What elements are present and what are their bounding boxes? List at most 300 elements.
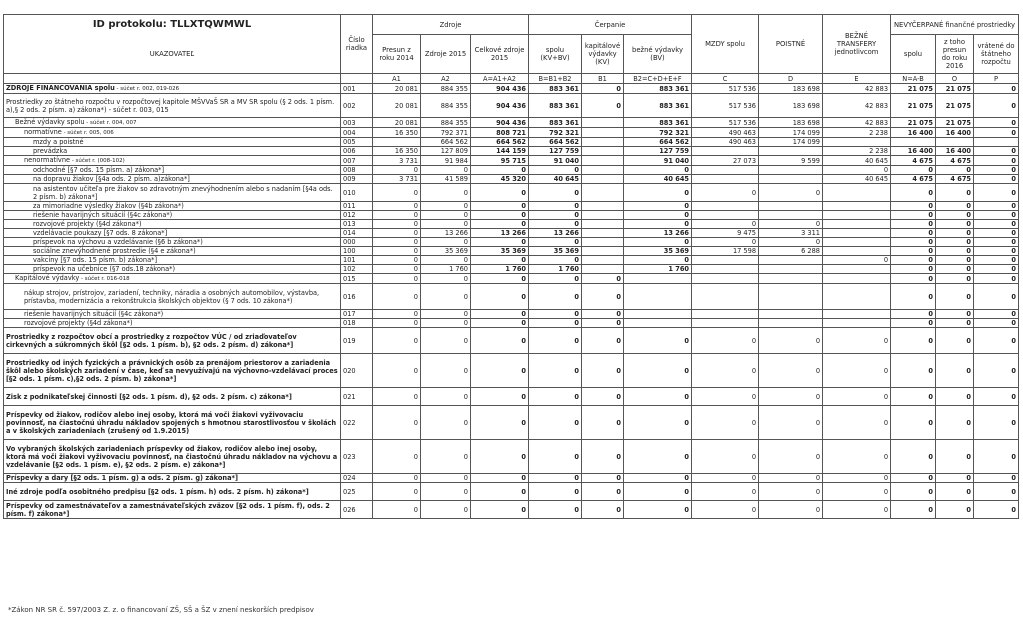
value-cell xyxy=(823,184,891,202)
value-cell: 883 361 xyxy=(624,84,692,94)
value-cell: 0 xyxy=(373,238,421,247)
value-cell xyxy=(692,147,759,156)
value-cell: 0 xyxy=(823,328,891,354)
value-cell: 0 xyxy=(936,440,974,474)
table-row xyxy=(4,474,1019,483)
row-label-cell xyxy=(4,138,341,147)
value-cell: 0 xyxy=(759,483,823,501)
value-cell: 517 536 xyxy=(692,94,759,118)
value-cell: 0 xyxy=(974,388,1019,406)
value-cell xyxy=(582,118,624,128)
row-label: normatívne xyxy=(24,128,62,136)
row-number: 012 xyxy=(341,211,373,220)
value-cell: 0 xyxy=(582,319,624,328)
value-cell: 0 xyxy=(624,440,692,474)
value-cell: 0 xyxy=(373,319,421,328)
spending-header: Čerpanie xyxy=(529,15,692,35)
value-cell: 0 xyxy=(936,474,974,483)
row-label: rozvojové projekty (§4d zákona*) xyxy=(33,220,142,228)
value-cell: 6 288 xyxy=(759,247,823,256)
row-number: 007 xyxy=(341,156,373,166)
current-expenses-header: bežné výdavky (BV) xyxy=(624,35,692,74)
row-number: 026 xyxy=(341,501,373,519)
row-number: 000 xyxy=(341,238,373,247)
value-cell: 0 xyxy=(373,247,421,256)
value-cell: 0 xyxy=(471,319,529,328)
row-label-cell xyxy=(4,94,341,118)
value-cell: 0 xyxy=(421,501,471,519)
value-cell: 0 xyxy=(891,202,936,211)
value-cell: 0 xyxy=(936,483,974,501)
value-cell: 91 040 xyxy=(529,156,582,166)
value-cell: 0 xyxy=(891,483,936,501)
value-cell xyxy=(692,166,759,175)
value-cell: 0 xyxy=(471,202,529,211)
value-cell: 0 xyxy=(529,388,582,406)
value-cell xyxy=(759,265,823,274)
value-cell: 0 xyxy=(373,474,421,483)
value-cell: 664 562 xyxy=(624,138,692,147)
value-cell: 904 436 xyxy=(471,84,529,94)
value-cell: 0 xyxy=(974,247,1019,256)
value-cell: 0 xyxy=(421,328,471,354)
value-cell: 0 xyxy=(529,284,582,310)
value-cell: 91 984 xyxy=(421,156,471,166)
row-label-cell xyxy=(4,238,341,247)
value-cell: 0 xyxy=(891,440,936,474)
value-cell: 0 xyxy=(974,354,1019,388)
table-row xyxy=(4,175,1019,184)
value-cell: 0 xyxy=(421,184,471,202)
value-cell: 0 xyxy=(974,328,1019,354)
value-cell: 0 xyxy=(891,184,936,202)
value-cell: 40 645 xyxy=(823,156,891,166)
value-cell xyxy=(759,175,823,184)
row-label-cell xyxy=(4,211,341,220)
table-row xyxy=(4,84,1019,94)
column-code: E xyxy=(823,74,891,84)
value-cell: 0 xyxy=(471,440,529,474)
value-cell: 0 xyxy=(421,256,471,265)
row-label: rozvojové projekty (§4d zákona*) xyxy=(24,319,133,327)
value-cell: 0 xyxy=(936,501,974,519)
row-number: 019 xyxy=(341,328,373,354)
row-label-cell xyxy=(4,147,341,156)
row-label-cell xyxy=(4,265,341,274)
value-cell: 0 xyxy=(421,284,471,310)
value-cell: 664 562 xyxy=(529,138,582,147)
value-cell: 0 xyxy=(624,220,692,229)
value-cell: 0 xyxy=(471,388,529,406)
value-cell: 0 xyxy=(891,265,936,274)
value-cell: 0 xyxy=(582,284,624,310)
row-sum-note: - súčet r. (008-102) xyxy=(70,158,125,164)
value-cell: 0 xyxy=(529,220,582,229)
value-cell: 0 xyxy=(529,211,582,220)
value-cell: 0 xyxy=(974,406,1019,440)
value-cell: 0 xyxy=(759,184,823,202)
value-cell xyxy=(624,319,692,328)
table-row xyxy=(4,156,1019,166)
row-label: za mimoriadne výsledky žiakov (§4b zákona*) xyxy=(33,202,184,210)
value-cell xyxy=(823,284,891,310)
value-cell xyxy=(759,310,823,319)
value-cell xyxy=(692,274,759,284)
row-label: riešenie havarijných situácií (§4c zákona*) xyxy=(33,211,173,219)
value-cell: 40 645 xyxy=(529,175,582,184)
value-cell: 21 075 xyxy=(891,118,936,128)
value-cell: 0 xyxy=(692,354,759,388)
value-cell: 0 xyxy=(471,211,529,220)
value-cell: 0 xyxy=(974,211,1019,220)
total-sources-header: Celkové zdroje 2015 xyxy=(471,35,529,74)
value-cell: 0 xyxy=(936,166,974,175)
value-cell: 42 883 xyxy=(823,84,891,94)
value-cell: 9 599 xyxy=(759,156,823,166)
value-cell: 174 099 xyxy=(759,128,823,138)
value-cell: 0 xyxy=(891,310,936,319)
value-cell: 0 xyxy=(582,474,624,483)
value-cell: 0 xyxy=(936,220,974,229)
value-cell xyxy=(582,238,624,247)
value-cell: 0 xyxy=(624,328,692,354)
transfers-header: BEŽNÉ TRANSFERY jednotlivcom xyxy=(823,15,891,74)
indicator-header: UKAZOVATEĽ xyxy=(4,35,341,74)
table-body xyxy=(4,84,1019,519)
table-row xyxy=(4,354,1019,388)
value-cell: 0 xyxy=(891,319,936,328)
value-cell: 0 xyxy=(373,220,421,229)
value-cell: 2 238 xyxy=(823,128,891,138)
value-cell: 0 xyxy=(582,440,624,474)
value-cell: 174 099 xyxy=(759,138,823,147)
value-cell: 0 xyxy=(373,328,421,354)
row-label: Prostriedky zo štátneho rozpočtu v rozpočtovej kapitole MŠVVaŠ SR a MV SR spolu (§ 2 ods. 1 písm. a),§ 2 ods. 2 písm. a) zákona*) - súčet r. 003, 015 xyxy=(6,97,335,114)
value-cell xyxy=(759,166,823,175)
value-cell: 0 xyxy=(582,483,624,501)
table-row xyxy=(4,501,1019,519)
value-cell: 183 698 xyxy=(759,118,823,128)
value-cell: 127 759 xyxy=(624,147,692,156)
column-codes-row xyxy=(4,74,1019,84)
value-cell: 0 xyxy=(891,229,936,238)
row-label: Prostriedky od iných fyzických a právnických osôb za prenájom priestorov a zariadenia škôl alebo školských zariadení v čase, keď sa nevyužívajú na výchovno-vzdelávací proces [§2 ods. 1 písm. c),§2 ods. 2 písm. b) zákona*] xyxy=(6,358,338,383)
row-label-cell xyxy=(4,328,341,354)
table-row xyxy=(4,238,1019,247)
table-row xyxy=(4,265,1019,274)
table-row xyxy=(4,118,1019,128)
value-cell: 0 xyxy=(624,474,692,483)
row-label-cell xyxy=(4,474,341,483)
value-cell: 0 xyxy=(692,184,759,202)
value-cell: 0 xyxy=(471,184,529,202)
value-cell: 0 xyxy=(582,84,624,94)
value-cell: 0 xyxy=(582,328,624,354)
row-label-cell xyxy=(4,354,341,388)
value-cell: 1 760 xyxy=(529,265,582,274)
value-cell xyxy=(759,202,823,211)
value-cell xyxy=(823,274,891,284)
value-cell: 0 xyxy=(692,388,759,406)
value-cell: 3 731 xyxy=(373,156,421,166)
row-label-cell xyxy=(4,440,341,474)
value-cell: 0 xyxy=(974,175,1019,184)
value-cell xyxy=(823,310,891,319)
value-cell: 20 081 xyxy=(373,118,421,128)
column-code: A=A1+A2 xyxy=(471,74,529,84)
row-number: 025 xyxy=(341,483,373,501)
row-label: Príspevky od žiakov, rodičov alebo inej osoby, ktorá má voči žiakovi vyživovaciu povinnosť, na čiastočnú úhradu nákladov spojených s hmotnou starostlivosťou v školách a v školských zariadeniach (zrušený od 1.9.2015) xyxy=(6,410,337,435)
value-cell xyxy=(759,256,823,265)
row-label-cell xyxy=(4,202,341,211)
value-cell: 45 320 xyxy=(471,175,529,184)
value-cell: 0 xyxy=(823,474,891,483)
table-header xyxy=(4,15,1019,84)
table-row xyxy=(4,440,1019,474)
row-sum-note: - súčet r. 004, 007 xyxy=(84,120,137,126)
value-cell: 0 xyxy=(471,166,529,175)
value-cell: 0 xyxy=(974,501,1019,519)
value-cell: 0 xyxy=(974,284,1019,310)
value-cell: 0 xyxy=(373,501,421,519)
row-number: 014 xyxy=(341,229,373,238)
column-code: P xyxy=(974,74,1019,84)
value-cell: 0 xyxy=(471,284,529,310)
row-label: riešenie havarijných situácií (§4c zákona*) xyxy=(24,310,164,318)
value-cell: 9 475 xyxy=(692,229,759,238)
row-label-cell xyxy=(4,483,341,501)
value-cell: 42 883 xyxy=(823,118,891,128)
value-cell: 1 760 xyxy=(471,265,529,274)
value-cell: 2 238 xyxy=(823,147,891,156)
value-cell: 1 760 xyxy=(421,265,471,274)
value-cell: 4 675 xyxy=(936,156,974,166)
value-cell: 0 xyxy=(823,501,891,519)
row-label: ZDROJE FINANCOVANIA spolu xyxy=(6,84,115,92)
value-cell: 0 xyxy=(582,388,624,406)
value-cell: 0 xyxy=(974,256,1019,265)
row-label-cell xyxy=(4,247,341,256)
table-row xyxy=(4,211,1019,220)
row-number: 101 xyxy=(341,256,373,265)
value-cell: 0 xyxy=(373,354,421,388)
value-cell: 0 xyxy=(421,274,471,284)
value-cell xyxy=(823,319,891,328)
value-cell: 16 400 xyxy=(936,128,974,138)
row-label-cell xyxy=(4,220,341,229)
table-row xyxy=(4,229,1019,238)
row-number: 010 xyxy=(341,184,373,202)
value-cell: 0 xyxy=(624,388,692,406)
wages-header: MZDY spolu xyxy=(692,15,759,74)
value-cell xyxy=(692,256,759,265)
value-cell xyxy=(823,229,891,238)
row-number: 100 xyxy=(341,247,373,256)
value-cell: 0 xyxy=(373,202,421,211)
row-number: 024 xyxy=(341,474,373,483)
value-cell: 91 040 xyxy=(624,156,692,166)
row-sum-note: - súčet r. 016-018 xyxy=(79,276,130,282)
value-cell: 808 721 xyxy=(471,128,529,138)
value-cell xyxy=(692,284,759,310)
value-cell: 0 xyxy=(529,274,582,284)
value-cell: 0 xyxy=(759,354,823,388)
row-number: 022 xyxy=(341,406,373,440)
value-cell xyxy=(582,175,624,184)
value-cell xyxy=(624,274,692,284)
row-label-cell xyxy=(4,184,341,202)
value-cell: 517 536 xyxy=(692,118,759,128)
value-cell: 0 xyxy=(974,220,1019,229)
value-cell: 0 xyxy=(373,284,421,310)
value-cell: 0 xyxy=(529,184,582,202)
value-cell: 0 xyxy=(582,501,624,519)
value-cell: 0 xyxy=(974,166,1019,175)
value-cell: 40 645 xyxy=(624,175,692,184)
value-cell xyxy=(582,128,624,138)
value-cell: 0 xyxy=(936,319,974,328)
value-cell xyxy=(582,211,624,220)
value-cell xyxy=(582,229,624,238)
value-cell: 883 361 xyxy=(624,94,692,118)
row-number: 013 xyxy=(341,220,373,229)
value-cell: 0 xyxy=(529,354,582,388)
value-cell: 0 xyxy=(529,319,582,328)
value-cell: 904 436 xyxy=(471,118,529,128)
table-row xyxy=(4,319,1019,328)
value-cell: 0 xyxy=(624,166,692,175)
value-cell xyxy=(624,310,692,319)
value-cell: 0 xyxy=(624,238,692,247)
value-cell: 0 xyxy=(471,220,529,229)
value-cell: 664 562 xyxy=(471,138,529,147)
row-number: 003 xyxy=(341,118,373,128)
value-cell: 21 075 xyxy=(891,84,936,94)
value-cell: 35 369 xyxy=(529,247,582,256)
row-number: 011 xyxy=(341,202,373,211)
value-cell: 16 400 xyxy=(891,128,936,138)
value-cell: 884 355 xyxy=(421,94,471,118)
financial-report-table xyxy=(3,14,1019,519)
value-cell xyxy=(582,184,624,202)
value-cell: 0 xyxy=(936,238,974,247)
value-cell: 0 xyxy=(373,256,421,265)
value-cell: 183 698 xyxy=(759,94,823,118)
row-label-cell xyxy=(4,274,341,284)
value-cell: 792 371 xyxy=(421,128,471,138)
value-cell xyxy=(582,156,624,166)
row-label: prevádzka xyxy=(33,147,68,155)
column-code: O xyxy=(936,74,974,84)
value-cell: 0 xyxy=(974,265,1019,274)
value-cell: 4 675 xyxy=(891,156,936,166)
value-cell: 4 675 xyxy=(891,175,936,184)
value-cell xyxy=(582,220,624,229)
value-cell: 0 xyxy=(891,274,936,284)
value-cell xyxy=(582,138,624,147)
value-cell: 0 xyxy=(582,94,624,118)
table-row xyxy=(4,310,1019,319)
value-cell: 0 xyxy=(974,202,1019,211)
table-row xyxy=(4,202,1019,211)
value-cell: 40 645 xyxy=(823,175,891,184)
value-cell: 0 xyxy=(373,274,421,284)
value-cell: 0 xyxy=(974,156,1019,166)
value-cell: 42 883 xyxy=(823,94,891,118)
value-cell: 0 xyxy=(974,147,1019,156)
value-cell xyxy=(373,138,421,147)
value-cell: 0 xyxy=(936,256,974,265)
value-cell: 0 xyxy=(421,220,471,229)
value-cell: 0 xyxy=(759,501,823,519)
table-row xyxy=(4,388,1019,406)
value-cell: 0 xyxy=(692,483,759,501)
value-cell: 27 073 xyxy=(692,156,759,166)
row-label-cell xyxy=(4,388,341,406)
value-cell: 0 xyxy=(891,238,936,247)
value-cell: 95 715 xyxy=(471,156,529,166)
value-cell: 0 xyxy=(421,406,471,440)
value-cell: 0 xyxy=(891,211,936,220)
value-cell: 0 xyxy=(823,256,891,265)
row-number-header: Číslo riadka xyxy=(341,15,373,74)
row-number: 015 xyxy=(341,274,373,284)
row-label: vzdelávacie poukazy [§7 ods. 8 zákona*] xyxy=(33,229,168,237)
table-row xyxy=(4,138,1019,147)
value-cell: 0 xyxy=(624,256,692,265)
table-row xyxy=(4,220,1019,229)
value-cell: 904 436 xyxy=(471,94,529,118)
row-label: nákup strojov, prístrojov, zariadení, techniky, náradia a osobných automobilov, výstavba, prístavba, modernizácia a rekonštrukcia školských objektov (§ 7 ods. 10 zákona*) xyxy=(24,288,320,305)
value-cell: 0 xyxy=(624,184,692,202)
value-cell xyxy=(582,202,624,211)
value-cell: 0 xyxy=(529,238,582,247)
value-cell: 0 xyxy=(936,328,974,354)
row-number: 102 xyxy=(341,265,373,274)
value-cell: 0 xyxy=(974,483,1019,501)
value-cell: 0 xyxy=(529,501,582,519)
row-number: 001 xyxy=(341,84,373,94)
value-cell: 0 xyxy=(421,202,471,211)
insurance-header: POISTNÉ xyxy=(759,15,823,74)
value-cell: 0 xyxy=(974,128,1019,138)
value-cell: 0 xyxy=(471,238,529,247)
value-cell: 0 xyxy=(891,501,936,519)
value-cell: 0 xyxy=(891,247,936,256)
value-cell: 0 xyxy=(373,211,421,220)
value-cell: 884 355 xyxy=(421,84,471,94)
row-label: na dopravu žiakov [§4a ods. 2 písm. a)zákona*] xyxy=(33,175,190,183)
value-cell xyxy=(624,284,692,310)
value-cell: 0 xyxy=(759,238,823,247)
capital-expenses-header: kapitálové výdavky (KV) xyxy=(582,35,624,74)
value-cell: 4 675 xyxy=(936,175,974,184)
value-cell: 0 xyxy=(471,483,529,501)
value-cell: 0 xyxy=(582,310,624,319)
value-cell: 41 589 xyxy=(421,175,471,184)
value-cell: 0 xyxy=(529,328,582,354)
value-cell: 792 321 xyxy=(624,128,692,138)
value-cell: 0 xyxy=(823,440,891,474)
row-label: Príspevky od zamestnávateľov a zamestnávateľských zväzov [§2 ods. 1 písm. f), ods. 2 písm. f) zákona*] xyxy=(6,501,330,518)
value-cell: 0 xyxy=(373,483,421,501)
value-cell: 144 159 xyxy=(471,147,529,156)
value-cell: 0 xyxy=(471,406,529,440)
carry-2016-header: z toho presun do roku 2016 xyxy=(936,35,974,74)
value-cell: 35 369 xyxy=(471,247,529,256)
value-cell: 0 xyxy=(974,118,1019,128)
value-cell: 0 xyxy=(373,265,421,274)
